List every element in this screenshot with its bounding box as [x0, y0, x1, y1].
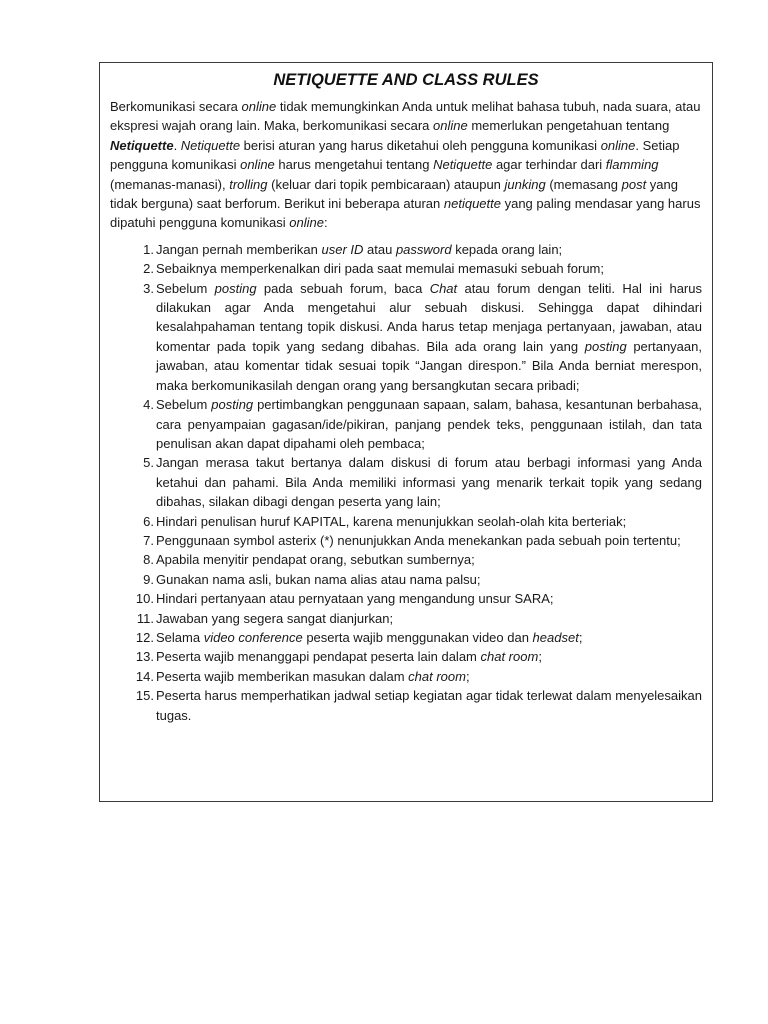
list-item: 15. Peserta harus memperhatikan jadwal setiap kegiatan agar tidak terlewat dalam menyelesaikan tugas.: [110, 686, 702, 725]
item-number: 4.: [143, 397, 154, 413]
item-number: 2.: [143, 261, 154, 277]
item-number: 7.: [143, 532, 154, 548]
list-item: 1. Jangan pernah memberikan user ID atau password kepada orang lain;: [110, 240, 702, 259]
document-title: NETIQUETTE AND CLASS RULES: [273, 71, 539, 89]
rules-document-box: [99, 62, 713, 802]
list-item: 11. Jawaban yang segera sangat dianjurkan;: [110, 609, 702, 628]
item-number: 10.: [135, 591, 154, 607]
item-number: 12.: [135, 629, 154, 645]
item-number: 13.: [135, 649, 154, 665]
list-item: 12. Selama video conference peserta wajib menggunakan video dan headset;: [110, 628, 702, 647]
item-number: 14.: [135, 668, 154, 684]
list-item: 4. Sebelum posting pertimbangkan penggunaan sapaan, salam, bahasa, kesantunan berbahasa, cara penyampaian gagasan/ide/pikiran, panjang pendek teks, penggunaan istilah, dan tata penulisan akan dapat dipahami oleh pembaca;: [110, 395, 702, 453]
item-number: 8.: [143, 552, 154, 568]
item-number: 6.: [143, 513, 154, 529]
list-item: 10. Hindari pertanyaan atau pernyataan yang mengandung unsur SARA;: [110, 589, 702, 608]
list-item: 2. Sebaiknya memperkenalkan diri pada saat memulai memasuki sebuah forum;: [110, 259, 702, 278]
list-item: 3. Sebelum posting pada sebuah forum, baca Chat atau forum dengan teliti. Hal ini harus dilakukan agar Anda mengetahui alur sebuah diskusi. Sehingga dapat dihindari kesalahpahaman tentang topik diskusi. Anda harus tetap menjaga pertanyaan, jawaban, atau komentar pada topik yang sedang dibahas. Bila ada orang lain yang posting pertanyaan, jawaban, atau komentar tidak sesuai topik “Jangan direspon.” Bila Anda berniat merespon, maka berkomunikasilah dengan orang yang bersangkutan secara pribadi;: [110, 279, 702, 395]
item-number: 11.: [136, 610, 154, 626]
item-number: 1.: [143, 241, 154, 257]
item-number: 5.: [143, 455, 154, 471]
list-item: 8. Apabila menyitir pendapat orang, sebutkan sumbernya;: [110, 550, 702, 569]
item-number: 15.: [135, 688, 154, 704]
list-item: 7. Penggunaan symbol asterix (*) nenunjukkan Anda menekankan pada sebuah poin tertentu;: [110, 531, 702, 550]
rules-list: [110, 240, 702, 725]
list-item: 9. Gunakan nama asli, bukan nama alias atau nama palsu;: [110, 570, 702, 589]
list-item: 13. Peserta wajib menanggapi pendapat peserta lain dalam chat room;: [110, 647, 702, 666]
intro-paragraph: Berkomunikasi secara online tidak memungkinkan Anda untuk melihat bahasa tubuh, nada suara, atau ekspresi wajah orang lain. Maka, berkomunikasi secara online memerlukan pengetahuan tentang Netiquette. Netiquette berisi aturan yang harus diketahui oleh pengguna komunikasi online. Setiap pengguna komunikasi online harus mengetahui tentang Netiquette agar terhindar dari flamming (memanas-manasi), trolling (keluar dari topik pembicaraan) ataupun junking (memasang post yang tidak berguna) saat berforum. Berikut ini beberapa aturan netiquette yang paling mendasar yang harus dipatuhi pengguna komunikasi online:: [110, 99, 701, 231]
item-number: 3.: [143, 280, 154, 296]
list-item: 6. Hindari penulisan huruf KAPITAL, karena menunjukkan seolah-olah kita berteriak;: [110, 512, 702, 531]
list-item: 14. Peserta wajib memberikan masukan dalam chat room;: [110, 667, 702, 686]
item-number: 9.: [143, 571, 154, 587]
list-item: 5. Jangan merasa takut bertanya dalam diskusi di forum atau berbagi informasi yang Anda ketahui dan pahami. Bila Anda memiliki informasi yang menarik terkait topik yang sedang dibahas, silakan dibagi dengan peserta yang lain;: [110, 453, 702, 511]
